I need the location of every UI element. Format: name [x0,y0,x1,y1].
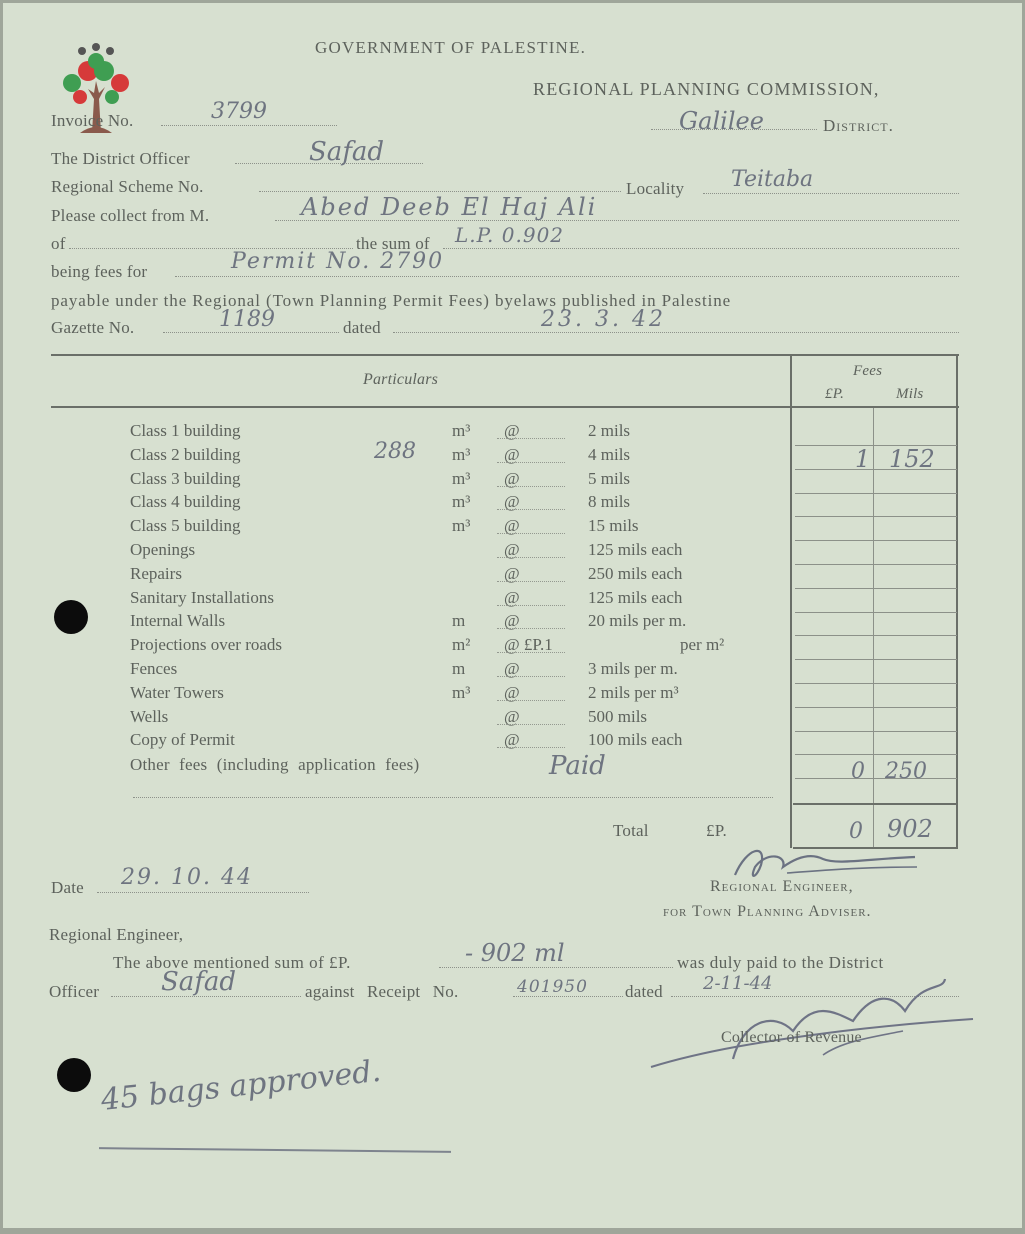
payable-text: payable under the Regional (Town Planning Permit Fees) byelaws published in Palestine [51,291,732,310]
fees-for-value: Permit No. 2790 [231,249,445,274]
row-fee-mils: 152 [889,444,935,473]
row-item: Class 5 building [130,516,241,536]
collector-title: Collector of Revenue [721,1029,862,1046]
adviser-title: for Town Planning Adviser. [663,903,872,920]
locality-value: Teitaba [731,167,814,192]
row-unit: m³ [452,444,471,464]
dated-label: dated [343,318,381,337]
particulars-header: Particulars [363,371,439,388]
fee-cell-line [795,612,957,613]
row-unit: m³ [452,492,471,512]
invoice-label: Invoice No. [51,111,134,130]
fee-cell-line [795,564,957,565]
qty-leader [497,462,565,463]
row-rate: 100 mils each [588,730,683,750]
other-fees-label: Other fees (including application fees) [130,755,420,774]
row-rate: 8 mils [588,492,631,512]
row-unit: m [452,611,466,631]
qty-leader [497,486,565,487]
total-currency: £P. [706,821,727,840]
officer-value: Safad [161,967,237,997]
row-rate: 5 mils [588,468,631,488]
row-rate: 125 mils each [588,587,683,607]
row-at: @ [504,540,520,559]
qty-leader [497,652,565,653]
row-item: Water Towers [130,682,224,702]
row-rate: 20 mils per m. [588,611,687,631]
against-label: against Receipt No. [305,982,459,1001]
engineer-title: Regional Engineer, [710,878,854,895]
row-at: @ [504,492,520,512]
row-rate: 125 mils each [588,540,683,559]
row-at: @ £P.1 [504,635,553,655]
lp-header: £P. [825,386,845,402]
dated-value: 23. 3. 42 [541,307,666,332]
row-fee-lp: 1 [855,444,871,473]
qty-leader [497,605,565,606]
row-per: per m² [680,635,725,655]
fee-cell-line [795,540,957,541]
total-mils: 902 [887,815,933,843]
district-label: District. [823,116,894,135]
qty-leader [497,533,565,534]
receipt-no-value: 401950 [517,977,588,997]
qty-leader [497,747,565,748]
fee-cell-line [795,493,957,494]
row-at: @ [504,730,520,750]
qty-leader [497,557,565,558]
row-rate: 500 mils [588,706,648,726]
row-item: Class 4 building [130,492,241,512]
scheme-label: Regional Scheme No. [51,177,204,196]
row-item: Wells [130,706,169,726]
qty-leader [497,628,565,629]
invoice-number: 3799 [211,99,267,124]
mils-header: Mils [896,386,924,402]
fee-cell-line [795,659,957,660]
fee-cell-line [795,588,957,589]
fee-cell-line [795,707,957,708]
row-item: Sanitary Installations [130,587,275,607]
other-fees-note: Paid [549,751,606,781]
row-at: @ [504,468,520,488]
row-unit: m³ [452,421,471,440]
total-lp: 0 [849,819,863,844]
punch-hole [54,600,88,634]
row-at: @ [504,444,520,464]
qty-leader [497,724,565,725]
row-rate: 15 mils [588,516,639,536]
row-item: Internal Walls [130,611,226,631]
row-unit: m³ [452,468,471,488]
gazette-label: Gazette No. [51,318,135,337]
collect-value: Abed Deeb El Haj Ali [301,193,598,221]
addressee: Regional Engineer, [49,925,184,944]
receipt-amount: - 902 ml [465,939,565,967]
fees-for-label: being fees for [51,262,148,281]
district-value: Galilee [679,107,764,135]
row-item: Class 2 building [130,444,241,464]
fee-cell-line [795,778,957,779]
fees-header: Fees [853,363,883,379]
other-fees-lp: 0 [851,759,865,784]
row-rate: 3 mils per m. [588,659,678,678]
row-rate: 4 mils [588,444,631,464]
gazette-value: 1189 [219,307,275,332]
row-item: Openings [130,540,196,559]
fee-cell-line [795,683,957,684]
receipt-dated-label: dated [625,982,663,1001]
row-unit: m² [452,635,471,655]
qty-leader [497,509,565,510]
invoice-document [3,3,1022,1228]
fee-cell-line [795,516,957,517]
row-at: @ [504,563,520,583]
receipt-text-1: The above mentioned sum of £P. [113,953,351,972]
row-item: Repairs [130,563,182,583]
row-item: Fences [130,659,178,678]
row-unit: m³ [452,516,471,536]
row-item: Class 1 building [130,421,241,440]
row-at: @ [504,587,520,607]
qty-leader [497,438,565,439]
officer-label: Officer [49,982,100,1001]
row-at: @ [504,682,520,702]
row-at: @ [504,516,520,536]
row-item: Projections over roads [130,635,283,655]
date-value: 29. 10. 44 [121,865,253,890]
row-at: @ [504,659,520,678]
sum-value: L.P. 0.902 [455,223,565,247]
qty-leader [497,700,565,701]
total-label: Total [613,821,649,840]
fee-cell-line [795,635,957,636]
collect-label: Please collect from M. [51,206,210,225]
row-rate: 2 mils per m³ [588,682,679,702]
row-unit: m³ [452,682,471,702]
qty-leader [497,676,565,677]
row-at: @ [504,421,520,440]
row-item: Copy of Permit [130,730,235,750]
row-unit: m [452,659,466,678]
row-rate: 2 mils [588,421,631,440]
row-at: @ [504,706,520,726]
punch-hole [57,1058,91,1092]
receipt-text-2: was duly paid to the District [677,953,884,972]
row-rate: 250 mils each [588,563,683,583]
commission-heading: REGIONAL PLANNING COMMISSION, [533,79,880,99]
row-at: @ [504,611,520,631]
other-fees-mils: 250 [885,759,927,784]
row-item: Class 3 building [130,468,241,488]
row-qty: 288 [374,438,416,464]
district-officer-value: Safad [309,137,385,167]
handwritten-note: 45 bags approved. [99,1053,383,1118]
district-officer-label: The District Officer [51,149,190,168]
government-heading: GOVERNMENT OF PALESTINE. [315,38,587,57]
receipt-dated-value: 2-11-44 [703,973,773,994]
locality-label: Locality [626,179,685,198]
fee-cell-line [795,731,957,732]
qty-leader [497,581,565,582]
collector-signature [643,971,979,1075]
of-label: of [51,234,66,253]
fee-cell-line [795,754,957,755]
date-label: Date [51,878,84,897]
sum-label: the sum of [356,234,430,253]
